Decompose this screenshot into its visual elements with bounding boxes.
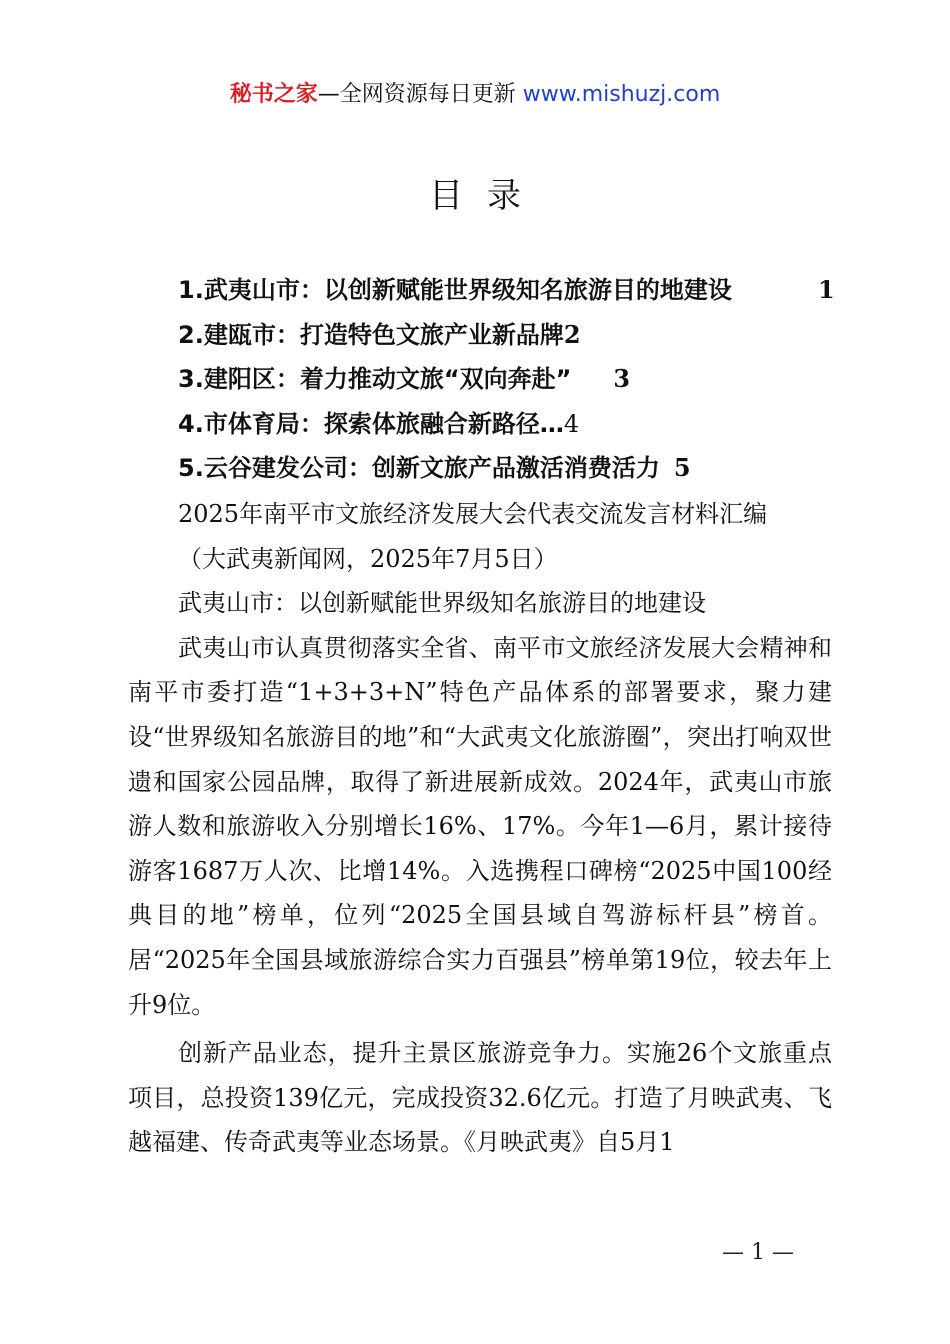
toc-item-label: 3.建阳区：着力推动文旅“双向奔赴”	[178, 365, 572, 393]
site-banner	[0, 78, 950, 112]
toc-item-label: 2.建瓯市：打造特色文旅产业新品牌	[178, 320, 564, 349]
toc-item-4[interactable]	[178, 402, 838, 447]
toc-item-page: 5	[673, 453, 691, 482]
toc-item-page: 3	[613, 364, 631, 393]
toc-item-5[interactable]	[178, 446, 838, 491]
toc-item-page: 2	[563, 319, 581, 349]
page-title: 目录	[429, 176, 545, 216]
page-number: — 1 —	[722, 1240, 794, 1265]
site-tagline: 全网资源每日更新	[339, 82, 516, 107]
section-title: 武夷山市：以创新赋能世界级知名旅游目的地建设	[178, 589, 706, 618]
body-paragraph: 武夷山市认真贯彻落实全省、南平市文旅经济发展大会精神和南平市委打造“1+3+3+N”特色产品体系的部署要求，聚力建设“世界级知名旅游目的地”和“大武夷文化旅游圈”，突出打响双世遗和国家公园品牌，取得了新进展新成效。2024年，武夷山市旅游人数和旅游收入分别增长16%、17%。今年1—6月，累计接待游客1687万人次、比增14%。入选携程口碑榜“2025中国100经典目的地”榜单，位列“2025全国县域自驾游标杆县”榜首。居“2025年全国县域旅游综合实力百强县”榜单第19位，较去年上升9位。	[128, 633, 832, 1019]
toc-item-page: 4	[563, 409, 580, 438]
collection-title: 2025年南平市文旅经济发展大会代表交流发言材料汇编	[178, 500, 768, 528]
banner-dash: —	[317, 82, 340, 107]
site-url-link[interactable]: www.mishuzj.com	[522, 82, 721, 107]
toc-item-page: 1	[818, 275, 835, 304]
site-brand: 秘书之家	[229, 82, 318, 107]
toc-item-1[interactable]	[178, 268, 838, 313]
toc-item-label: 5.云谷建发公司：创新文旅产品激活消费活力	[178, 454, 660, 482]
toc-item-2[interactable]	[178, 313, 838, 358]
toc-item-label: 1.武夷山市：以创新赋能世界级知名旅游目的地建设	[178, 276, 732, 304]
body-paragraph: 创新产品业态，提升主景区旅游竞争力。实施26个文旅重点项目，总投资139亿元，完成投资32.6亿元。打造了月映武夷、飞越福建、传奇武夷等业态场景。《月映武夷》自5月1	[128, 1039, 832, 1157]
document-body	[128, 492, 832, 1165]
source-line: （大武夷新闻网，2025年7月5日）	[178, 544, 558, 573]
toc-item-label: 4.市体育局：探索体旅融合新路径…	[178, 409, 564, 438]
table-of-contents	[178, 268, 838, 491]
toc-item-3[interactable]	[178, 357, 838, 402]
